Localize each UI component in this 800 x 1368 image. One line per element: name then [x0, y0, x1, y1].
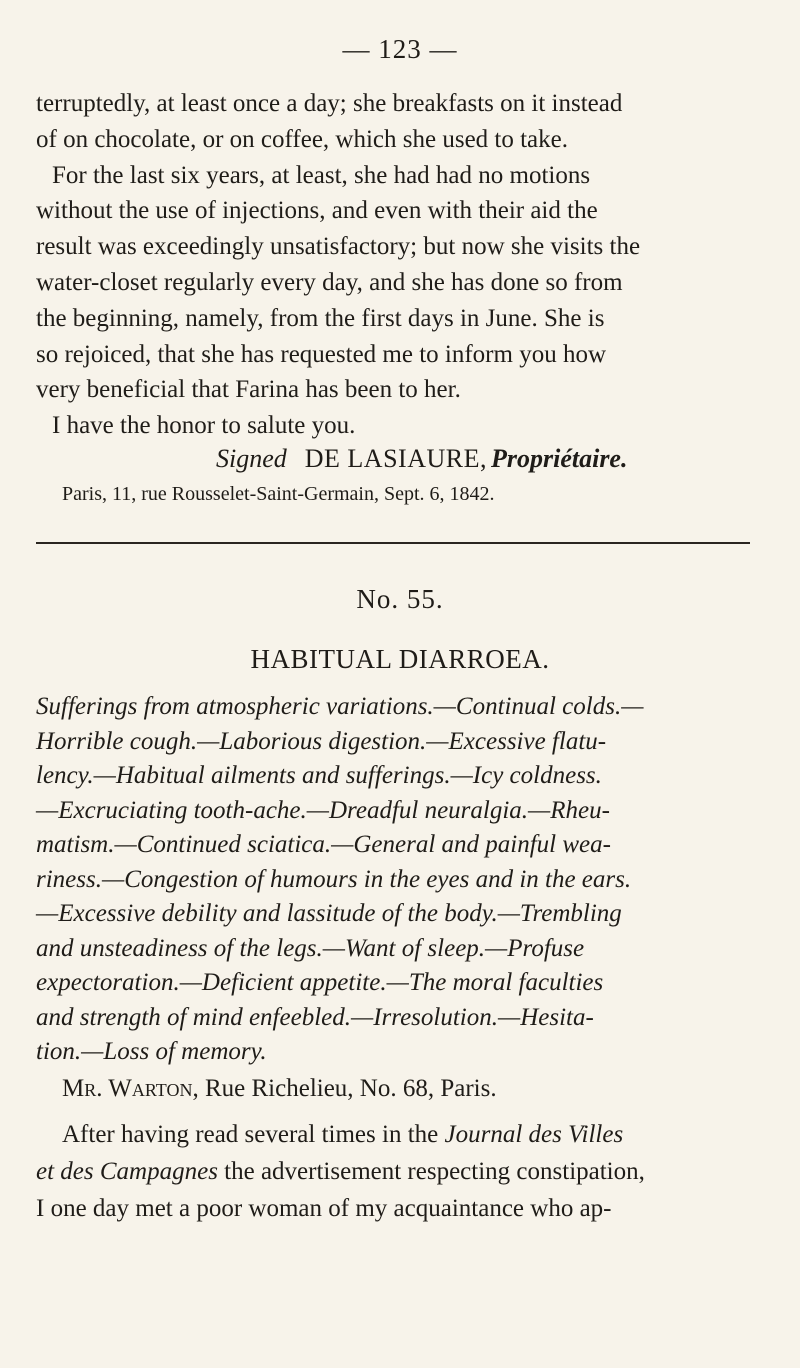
signed-label: Signed	[216, 444, 287, 473]
text-line: so rejoiced, that she has requested me to inform you how	[36, 340, 606, 368]
signer-name: DE LASIAURE,	[304, 444, 487, 473]
text-line: water-closet regularly every day, and she has done so from	[36, 268, 623, 296]
letter-paragraph	[36, 86, 736, 444]
signature-line	[216, 444, 627, 474]
symptom-line: —Excessive debility and lassitude of the body.—Trembling	[36, 900, 622, 927]
text-line: terruptedly, at least once a day; she breakfasts on it instead	[36, 90, 623, 117]
journal-title: et des Campagnes	[36, 1158, 218, 1185]
symptom-line: expectoration.—Deficient appetite.—The moral faculties	[36, 969, 604, 996]
symptom-line: tion.—Loss of memory.	[36, 1038, 267, 1065]
symptom-line: Horrible cough.—Laborious digestion.—Excessive flatu-	[36, 727, 607, 755]
case-heading: HABITUAL DIARROEA.	[250, 644, 550, 674]
dateline: Paris, 11, rue Rousselet-Saint-Germain, Sept. 6, 1842.	[62, 483, 495, 505]
text-line: of on chocolate, or on coffee, which she used to take.	[36, 125, 568, 153]
signer-title: Propriétaire.	[490, 444, 628, 473]
symptom-line: matism.—Continued sciatica.—General and painful wea-	[36, 831, 611, 858]
text-line: I have the honor to salute you.	[52, 412, 356, 440]
correspondent-name: Mr. Warton,	[62, 1075, 199, 1102]
text-line: without the use of injections, and even with their aid the	[36, 197, 598, 225]
correspondent-street: Rue Richelieu, No. 68, Paris.	[204, 1075, 497, 1102]
journal-title: Journal des Villes	[444, 1121, 624, 1148]
symptom-line: Sufferings from atmospheric variations.—Continual colds.—	[36, 693, 644, 720]
section-divider	[36, 542, 750, 544]
text-line: I one day met a poor woman of my acquaintance who ap-	[36, 1195, 612, 1222]
text-line: very beneficial that Farina has been to her.	[36, 376, 461, 404]
symptom-line: and unsteadiness of the legs.—Want of sleep.—Profuse	[36, 934, 585, 962]
text-fragment: the advertisement respecting constipation,	[217, 1158, 645, 1185]
symptom-line: —Excruciating tooth-ache.—Dreadful neuralgia.—Rheu-	[36, 796, 610, 824]
text-fragment: After having read several times in the	[62, 1121, 445, 1148]
correspondent-address	[62, 1075, 497, 1103]
text-line: For the last six years, at least, she had had no motions	[52, 161, 591, 189]
symptom-line: lency.—Habitual ailments and sufferings.—Icy coldness.	[36, 762, 602, 789]
case-number: No. 55.	[356, 584, 444, 614]
page-number: — 123 —	[342, 34, 458, 64]
letter-body-paragraph	[36, 1116, 736, 1227]
text-line: the beginning, namely, from the first days in June. She is	[36, 304, 605, 332]
text-line: result was exceedingly unsatisfactory; but now she visits the	[36, 233, 641, 261]
symptom-line: riness.—Congestion of humours in the eyes and in the ears.	[36, 865, 632, 893]
symptom-line: and strength of mind enfeebled.—Irresolution.—Hesita-	[36, 1003, 594, 1031]
symptoms-paragraph	[36, 690, 738, 1070]
